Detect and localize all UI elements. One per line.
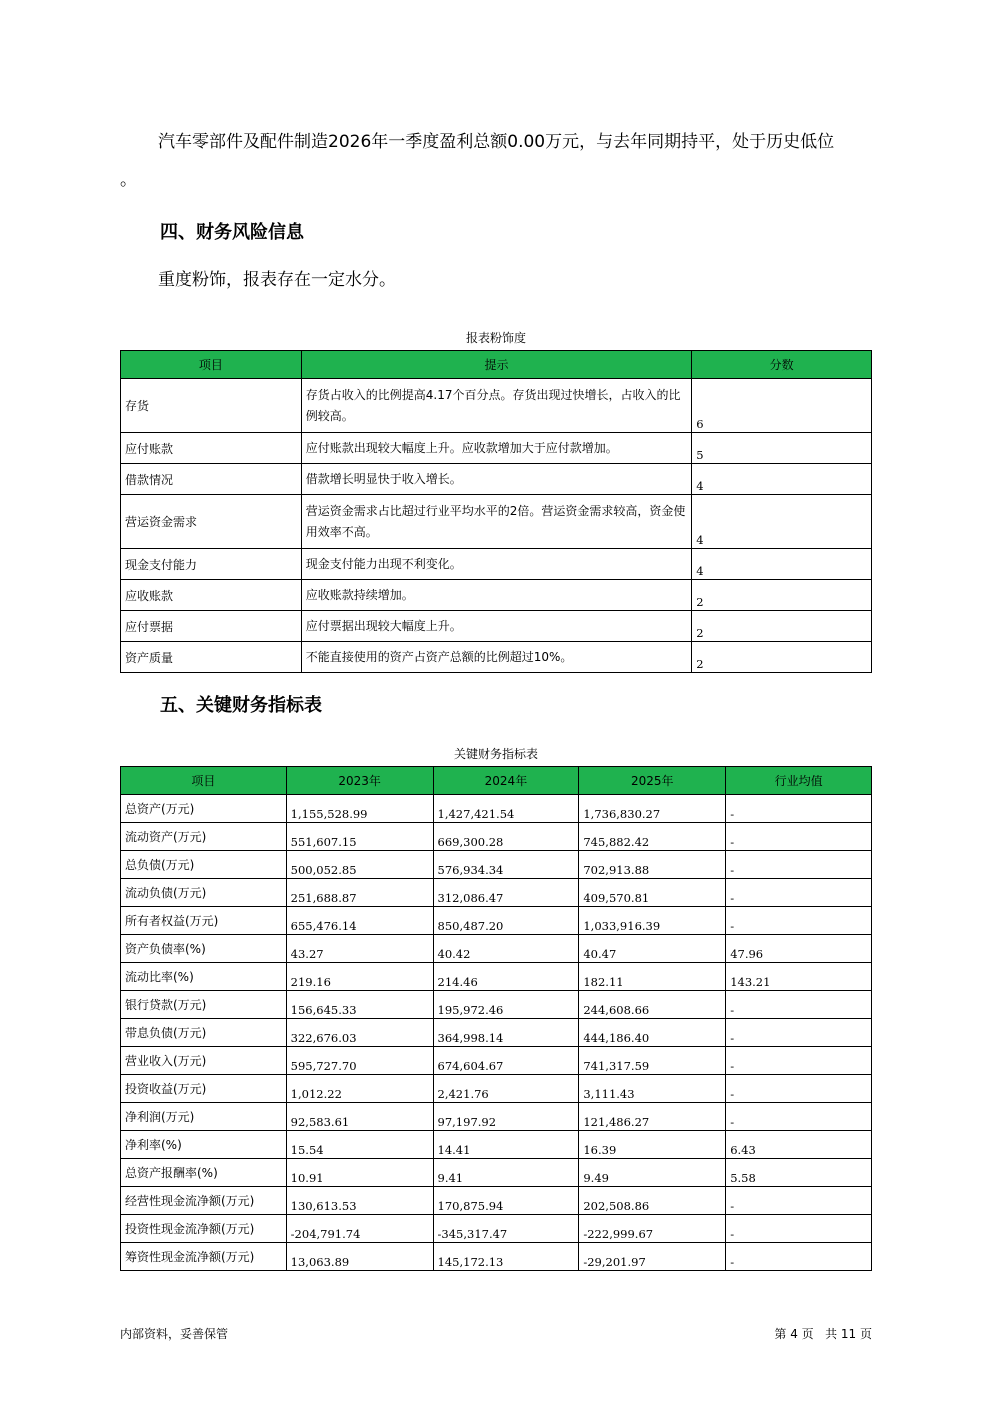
value-2024: 40.42 — [433, 935, 579, 963]
column-header: 行业均值 — [726, 767, 872, 795]
row-hint: 应收账款持续增加。 — [301, 580, 691, 611]
value-2024: 170,875.94 — [433, 1187, 579, 1215]
value-2023: 156,645.33 — [286, 991, 433, 1019]
value-2023: 1,155,528.99 — [286, 795, 433, 823]
footer-page-number: 第 4 页 共 11 页 — [774, 1327, 872, 1341]
row-score: 2 — [692, 580, 872, 611]
value-2025: 1,033,916.39 — [579, 907, 726, 935]
table-row — [121, 795, 872, 823]
row-hint: 存货占收入的比例提高4.17个百分点。存货出现过快增长，占收入的比例较高。 — [301, 379, 691, 433]
table-row — [121, 1047, 872, 1075]
row-score: 4 — [692, 549, 872, 580]
value-2023: 13,063.89 — [286, 1243, 433, 1271]
table-caption-whitewash: 报表粉饰度 — [465, 331, 526, 345]
row-score: 4 — [692, 495, 872, 549]
value-2024: 1,427,421.54 — [433, 795, 579, 823]
table-row — [121, 433, 872, 464]
intro-line-2: 。 — [120, 170, 137, 190]
row-item: 借款情况 — [121, 464, 302, 495]
indicator-name: 投资性现金流净额(万元) — [121, 1215, 287, 1243]
row-score: 2 — [692, 642, 872, 673]
industry-average: - — [726, 1187, 872, 1215]
value-2024: 97,197.92 — [433, 1103, 579, 1131]
table-row — [121, 1019, 872, 1047]
value-2024: 364,998.14 — [433, 1019, 579, 1047]
footer-left: 内部资料，妥善保管 — [120, 1327, 229, 1341]
table-row — [121, 1215, 872, 1243]
industry-average: 143.21 — [726, 963, 872, 991]
indicator-name: 净利润(万元) — [121, 1103, 287, 1131]
industry-average: - — [726, 851, 872, 879]
indicator-name: 投资收益(万元) — [121, 1075, 287, 1103]
indicator-name: 筹资性现金流净额(万元) — [121, 1243, 287, 1271]
section4-heading: 四、财务风险信息 — [160, 222, 304, 243]
value-2023: 1,012.22 — [286, 1075, 433, 1103]
row-item: 应收账款 — [121, 580, 302, 611]
table-header-row — [121, 351, 872, 379]
column-header: 2023年 — [286, 767, 433, 795]
indicator-name: 所有者权益(万元) — [121, 907, 287, 935]
value-2023: 15.54 — [286, 1131, 433, 1159]
value-2023: 655,476.14 — [286, 907, 433, 935]
row-score: 2 — [692, 611, 872, 642]
value-2024: 145,172.13 — [433, 1243, 579, 1271]
column-header: 提示 — [301, 351, 691, 379]
value-2025: 1,736,830.27 — [579, 795, 726, 823]
row-item: 应付账款 — [121, 433, 302, 464]
industry-average: - — [726, 907, 872, 935]
value-2024: 312,086.47 — [433, 879, 579, 907]
indicator-name: 经营性现金流净额(万元) — [121, 1187, 287, 1215]
industry-average: - — [726, 1075, 872, 1103]
value-2025: 244,608.66 — [579, 991, 726, 1019]
industry-average: - — [726, 1103, 872, 1131]
value-2024: 576,934.34 — [433, 851, 579, 879]
indicator-name: 流动资产(万元) — [121, 823, 287, 851]
indicator-name: 资产负债率(%) — [121, 935, 287, 963]
industry-average: - — [726, 991, 872, 1019]
table-row — [121, 611, 872, 642]
row-score: 4 — [692, 464, 872, 495]
value-2024: 14.41 — [433, 1131, 579, 1159]
table-row — [121, 935, 872, 963]
table-row — [121, 464, 872, 495]
table-row — [121, 1131, 872, 1159]
indicator-name: 净利率(%) — [121, 1131, 287, 1159]
value-2025: 702,913.88 — [579, 851, 726, 879]
value-2024: 850,487.20 — [433, 907, 579, 935]
row-hint: 应付票据出现较大幅度上升。 — [301, 611, 691, 642]
value-2025: 16.39 — [579, 1131, 726, 1159]
industry-average: 47.96 — [726, 935, 872, 963]
table-row — [121, 1187, 872, 1215]
row-hint: 营运资金需求占比超过行业平均水平的2倍。营运资金需求较高，资金使用效率不高。 — [301, 495, 691, 549]
indicator-name: 总资产报酬率(%) — [121, 1159, 287, 1187]
value-2025: -29,201.97 — [579, 1243, 726, 1271]
value-2023: 219.16 — [286, 963, 433, 991]
value-2023: -204,791.74 — [286, 1215, 433, 1243]
row-hint: 现金支付能力出现不利变化。 — [301, 549, 691, 580]
value-2023: 551,607.15 — [286, 823, 433, 851]
industry-average: - — [726, 795, 872, 823]
industry-average: - — [726, 823, 872, 851]
value-2025: 444,186.40 — [579, 1019, 726, 1047]
industry-average: - — [726, 1047, 872, 1075]
row-item: 存货 — [121, 379, 302, 433]
industry-average: - — [726, 1215, 872, 1243]
value-2023: 92,583.61 — [286, 1103, 433, 1131]
column-header: 2025年 — [579, 767, 726, 795]
indicators-table — [120, 766, 872, 1271]
table-row — [121, 823, 872, 851]
table-row — [121, 1075, 872, 1103]
table-row — [121, 642, 872, 673]
value-2025: 202,508.86 — [579, 1187, 726, 1215]
value-2023: 130,613.53 — [286, 1187, 433, 1215]
value-2025: 409,570.81 — [579, 879, 726, 907]
value-2025: 182.11 — [579, 963, 726, 991]
value-2023: 500,052.85 — [286, 851, 433, 879]
table-row — [121, 379, 872, 433]
value-2023: 43.27 — [286, 935, 433, 963]
value-2025: 40.47 — [579, 935, 726, 963]
value-2025: 121,486.27 — [579, 1103, 726, 1131]
indicator-name: 银行贷款(万元) — [121, 991, 287, 1019]
whitewash-table — [120, 350, 872, 673]
value-2025: -222,999.67 — [579, 1215, 726, 1243]
row-item: 现金支付能力 — [121, 549, 302, 580]
row-item: 营运资金需求 — [121, 495, 302, 549]
intro-paragraph — [120, 123, 872, 199]
table-row — [121, 991, 872, 1019]
value-2024: 9.41 — [433, 1159, 579, 1187]
industry-average: - — [726, 879, 872, 907]
indicator-name: 总资产(万元) — [121, 795, 287, 823]
value-2025: 9.49 — [579, 1159, 726, 1187]
table-row — [121, 1103, 872, 1131]
table-row — [121, 1243, 872, 1271]
table-row — [121, 963, 872, 991]
value-2024: 674,604.67 — [433, 1047, 579, 1075]
value-2024: -345,317.47 — [433, 1215, 579, 1243]
row-hint: 不能直接使用的资产占资产总额的比例超过10%。 — [301, 642, 691, 673]
section5-heading: 五、关键财务指标表 — [160, 695, 322, 716]
table-header-row — [121, 767, 872, 795]
column-header: 项目 — [121, 351, 302, 379]
row-item: 资产质量 — [121, 642, 302, 673]
indicator-name: 总负债(万元) — [121, 851, 287, 879]
value-2025: 3,111.43 — [579, 1075, 726, 1103]
indicator-name: 带息负债(万元) — [121, 1019, 287, 1047]
industry-average: - — [726, 1019, 872, 1047]
row-score: 6 — [692, 379, 872, 433]
row-hint: 借款增长明显快于收入增长。 — [301, 464, 691, 495]
industry-average: - — [726, 1243, 872, 1271]
table-row — [121, 879, 872, 907]
section4-summary — [120, 261, 872, 299]
table-caption-indicators: 关键财务指标表 — [453, 747, 538, 761]
table-row — [121, 851, 872, 879]
intro-line-1: 汽车零部件及配件制造2026年一季度盈利总额0.00万元，与去年同期持平，处于历史低位 — [158, 132, 835, 152]
value-2023: 10.91 — [286, 1159, 433, 1187]
value-2024: 214.46 — [433, 963, 579, 991]
value-2025: 741,317.59 — [579, 1047, 726, 1075]
table-row — [121, 580, 872, 611]
value-2024: 2,421.76 — [433, 1075, 579, 1103]
column-header: 2024年 — [433, 767, 579, 795]
row-score: 5 — [692, 433, 872, 464]
value-2023: 251,688.87 — [286, 879, 433, 907]
industry-average: 5.58 — [726, 1159, 872, 1187]
value-2025: 745,882.42 — [579, 823, 726, 851]
value-2023: 595,727.70 — [286, 1047, 433, 1075]
table-row — [121, 495, 872, 549]
table-row — [121, 1159, 872, 1187]
column-header: 项目 — [121, 767, 287, 795]
industry-average: 6.43 — [726, 1131, 872, 1159]
column-header: 分数 — [692, 351, 872, 379]
row-item: 应付票据 — [121, 611, 302, 642]
value-2024: 669,300.28 — [433, 823, 579, 851]
indicator-name: 流动负债(万元) — [121, 879, 287, 907]
table-row — [121, 907, 872, 935]
row-hint: 应付账款出现较大幅度上升。应收款增加大于应付款增加。 — [301, 433, 691, 464]
indicator-name: 流动比率(%) — [121, 963, 287, 991]
summary-text: 重度粉饰，报表存在一定水分。 — [158, 270, 396, 290]
indicator-name: 营业收入(万元) — [121, 1047, 287, 1075]
value-2024: 195,972.46 — [433, 991, 579, 1019]
table-row — [121, 549, 872, 580]
value-2023: 322,676.03 — [286, 1019, 433, 1047]
